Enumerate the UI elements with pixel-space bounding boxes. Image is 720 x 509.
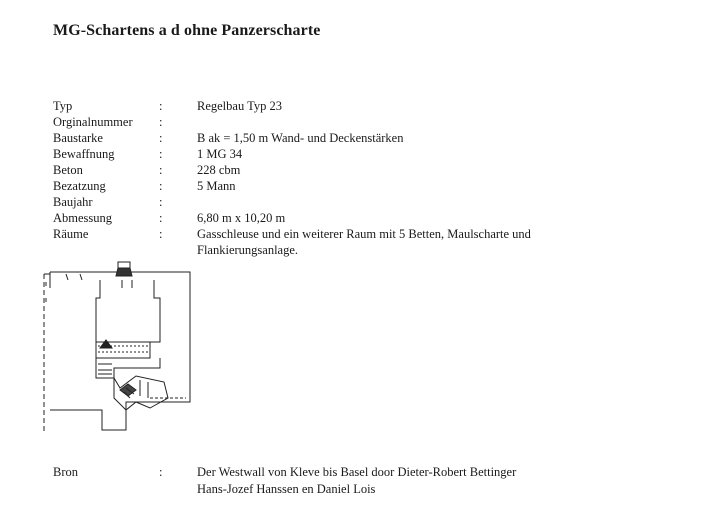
field-label: Räume [53, 227, 89, 241]
field-row-bezatzung [0, 178, 720, 194]
field-value: B ak = 1,50 m Wand- und Deckenstärken [197, 131, 404, 145]
field-separator: : [159, 99, 163, 113]
field-row-typ [0, 98, 720, 114]
field-label: Bewaffnung [53, 147, 115, 161]
field-value: Gasschleuse und ein weiterer Raum mit 5 Betten, Maulscharte und Flankierungsanlage. [197, 227, 531, 257]
field-separator: : [159, 147, 163, 161]
field-value: 228 cbm [197, 163, 241, 177]
field-value: 1 MG 34 [197, 147, 243, 161]
field-value: Regelbau Typ 23 [197, 99, 282, 113]
source-row-continuation [0, 481, 720, 497]
source-line-1: Der Westwall von Kleve bis Basel door Dieter-Robert Bettinger [197, 465, 517, 479]
field-separator: : [159, 131, 163, 145]
field-separator: : [159, 163, 163, 177]
bunker-floor-plan [40, 258, 200, 440]
field-row-orginalnummer [0, 114, 720, 130]
field-label: Orginalnummer [53, 115, 133, 129]
source-row [0, 464, 720, 480]
field-separator: : [159, 465, 163, 479]
field-separator: : [159, 211, 163, 225]
field-label: Baustarke [53, 131, 103, 145]
field-row-abmessung [0, 210, 720, 226]
field-row-baustarke [0, 130, 720, 146]
field-label: Baujahr [53, 195, 93, 209]
field-value: 5 Mann [197, 179, 236, 193]
source-label: Bron [53, 465, 78, 479]
field-row-bewaffnung [0, 146, 720, 162]
field-separator: : [159, 227, 163, 241]
field-row-baujahr [0, 194, 720, 210]
field-value: 6,80 m x 10,20 m [197, 211, 286, 225]
field-label: Typ [53, 99, 73, 113]
field-label: Beton [53, 163, 83, 177]
field-row-raeume [0, 226, 720, 260]
field-separator: : [159, 115, 163, 129]
source-line-2: Hans-Jozef Hanssen en Daniel Lois [197, 482, 376, 496]
field-label: Abmessung [53, 211, 113, 225]
field-separator: : [159, 179, 163, 193]
field-separator: : [159, 195, 163, 209]
field-row-beton [0, 162, 720, 178]
page-title: MG-Schartens a d ohne Panzerscharte [53, 22, 321, 39]
field-label: Bezatzung [53, 179, 106, 193]
